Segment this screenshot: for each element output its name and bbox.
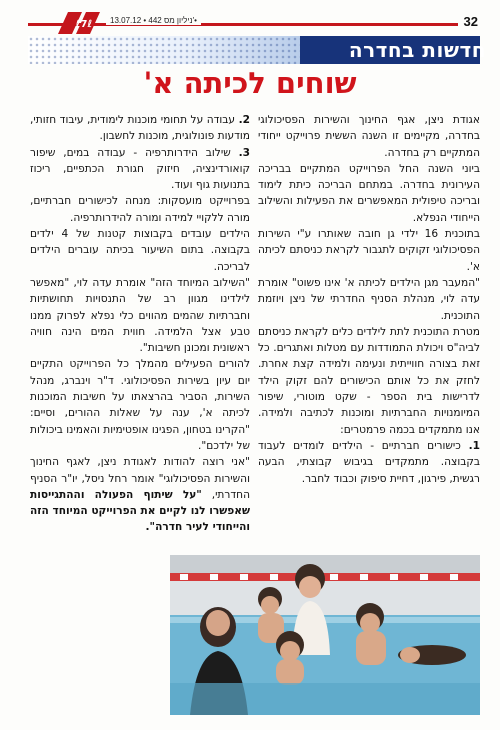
numbered-paragraph: 1. כישורים חברתיים - הילדים לומדים לעבוד בקבוצה. מתמקדים בגיבוש קבוצתי, הבעה רגשית, פירגון, דחיית סיפוק וכבוד לחבר.: [258, 439, 480, 485]
article-column-left: [30, 112, 250, 536]
paragraph: "אני רוצה להודות לאגודת ניצן, לאגף החינוך והשירות הפסיכולוגי" אומר רחל ניסל, יו"ר הסניף החדרתי, "על שיתוף הפעולה וההתגייסות שאפשרו לנו לקיים את הפרוייקט המיוחד הזה והייחודי לעיר חדרה".: [29, 456, 250, 534]
svg-text:ℓ7ℓ: ℓ7ℓ: [75, 19, 93, 30]
paragraph: "המעבר מגן הילדים לכיתה א' אינו פשוט" אומרת עדה לוי, מנהלת הסניף החדרתי של ניצן ויוזמת התוכנית.: [258, 276, 480, 322]
paragraph: ביוני השנה החל הפרוייקט המתקיים בבריכה העירונית בחדרה. במתחם הבריכה כיתת לימוד ובריכה טיפולית המאפשרים את הפעילות והשילוב הייחודי הנפלא.: [258, 162, 480, 224]
paragraph: מטרת התוכנית לתת לילדים כלים לקראת כניסתם לביה"ס ויכולת התמודדות עם מטלות ואתגרים. כל זאת בצורה חווייתית ונעימה ולמידה קצת אחרת. לחזק את כל אותם הכישורים להם זקוק הילד לדרישות בית הספר - שקט מוטורי, שיפור המיומנויות החברתיות ומוכנות לכתיבה ולמידה. אנו מתמקדים בכמה פרמטרים:: [258, 325, 480, 436]
paragraph: הילדים עובדים בקבוצות קטנות של 4 ילדים בקבוצה. בתום השיעור בכיתה עוברים הילדים לבריכה.: [30, 228, 250, 273]
article-headline: שוחים לכיתה א': [143, 66, 357, 100]
paragraph: אגודת ניצן, אגף החינוך והשירות הפסיכולוגי בחדרה, מקיימים זו השנה הששית פרוייקט ייחודי המתקיים רק בחדרה.: [258, 114, 480, 159]
paragraph: בפרוייקט מועסקות: מנחה לכישורים חברתיים, מורה ללקויי למידה ומורה להידרותרפיה.: [30, 195, 250, 224]
paragraph: להורים הפעילים מהמלך כל הפרוייקט התקיים יום עיון בשירות הפסיכולוגי. ד"ר וינברג, מנהל השירות, הסביר בהרצאתו על חשיבות המוכנות לכיתה א', ענה על שאלות ההורים, וסיים: "הקרינו בטחון, הפגינו אופטימיות והאמינו ביכולות של ילדכם".: [30, 358, 250, 452]
page-header: [28, 14, 478, 34]
article-column-right: [258, 112, 480, 487]
page-number: 32: [458, 14, 478, 29]
section-title: חדשות בחדרה: [348, 38, 486, 62]
newspaper-logo: [56, 10, 112, 36]
numbered-paragraph: 2. עבודה על תחומי מוכנות לימודית, עיבוד חזותי, מודעות פונולוגית, מוכנות לחשבון.: [30, 114, 250, 143]
paragraph: בתוכנית 16 ילדי גן חובה שאותרו ע"י השירות הפסיכולוגי זקוקים לתגבור לקראת כניסתם לכיתה א'.: [258, 228, 480, 273]
numbered-paragraph: 3. שילוב הידרותרפיה - עבודה במים, שיפור קואורדינציה, חיזוק חגורת הכתפיים, ריכוז בתנועות גוף ועוד.: [30, 146, 250, 192]
pool-photo: [170, 555, 480, 715]
issue-line: 13.07.12 • 442 ניליון מס'•: [106, 16, 201, 25]
paragraph: "השילוב המיוחד הזה" אומרת עדה לוי, "מאפשר לילדינו מגוון רב של התנסויות תחושתיות וחברתיות שהמים מהווים כלי נפלא לפרוק ממנו טבע אצל הלמידה. חווית המים הינה חוויה ראשונית ומכונן חשיבות".: [30, 276, 250, 355]
